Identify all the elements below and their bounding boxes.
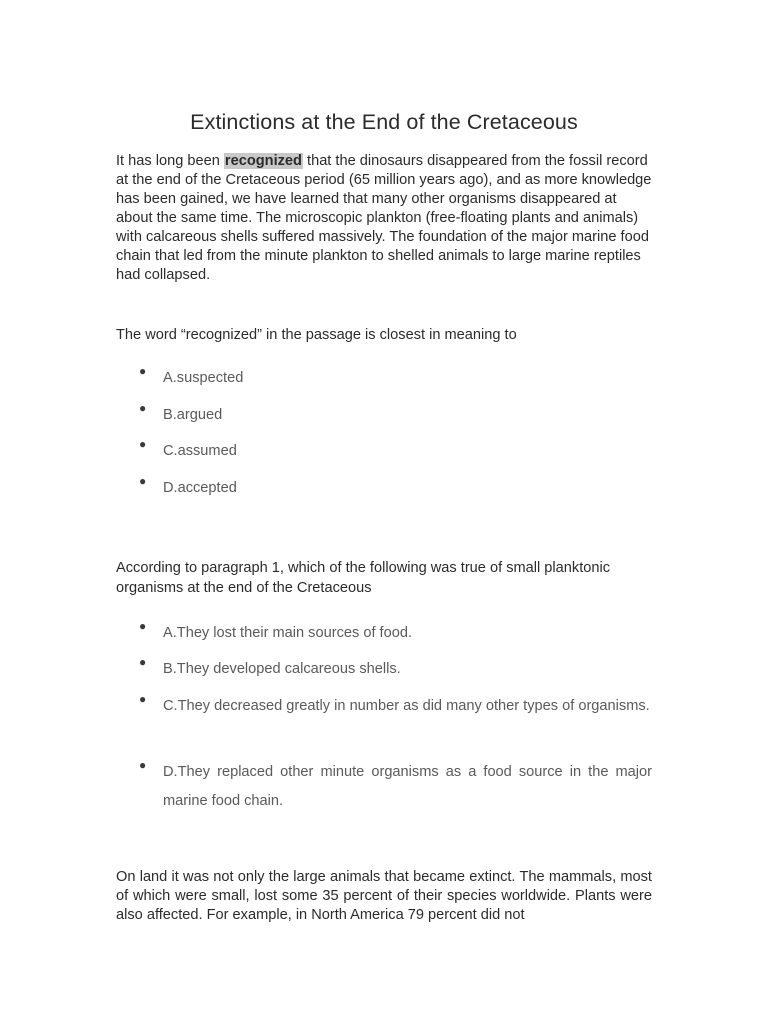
option-text: C.assumed bbox=[163, 443, 237, 459]
paragraph-1-body: that the dinosaurs disappeared from the fossil record at the end of the Cretaceous period (65 million years ago), and as more knowledge has been gained, we have learned that many other organisms disappeared at about the same time. The microscopic plankton (free-floating plants and animals) with calcareous shells suffered massively. The foundation of the major marine food chain that led from the minute plankton to shelled animals to large marine reptiles had collapsed. bbox=[116, 153, 652, 283]
option-text: C.They decreased greatly in number as did many other types of organisms. bbox=[163, 698, 650, 714]
question-2-prompt: According to paragraph 1, which of the following was true of small planktonic organisms at the end of the Cretaceous bbox=[116, 560, 611, 596]
option-text: A.They lost their main sources of food. bbox=[163, 625, 413, 641]
paragraph-2: On land it was not only the large animals that became extinct. The mammals, most of which were small, lost some 35 percent of their species worldwide. Plants were also affected. For example, in North America 79 percent did not bbox=[116, 869, 652, 923]
option-text: A.suspected bbox=[163, 370, 244, 386]
bullet-icon: ● bbox=[139, 758, 147, 772]
bullet-icon: ● bbox=[139, 619, 147, 633]
option-text: D.accepted bbox=[163, 480, 237, 496]
paragraph-1-intro: It has long been bbox=[116, 153, 224, 169]
option-text: B.argued bbox=[163, 407, 223, 423]
bullet-icon: ● bbox=[139, 364, 147, 378]
bullet-icon: ● bbox=[139, 692, 147, 706]
page-title: Extinctions at the End of the Cretaceous bbox=[190, 110, 578, 134]
option-text: B.They developed calcareous shells. bbox=[163, 661, 401, 677]
option-text: D.They replaced other minute organisms as a food source in the major marine food chain. bbox=[163, 764, 652, 809]
highlighted-word: recognized bbox=[224, 153, 302, 169]
bullet-icon: ● bbox=[139, 401, 147, 415]
bullet-icon: ● bbox=[139, 437, 147, 451]
bullet-icon: ● bbox=[139, 655, 147, 669]
bullet-icon: ● bbox=[139, 474, 147, 488]
paragraph-1 bbox=[116, 152, 652, 285]
question-1-prompt: The word “recognized” in the passage is closest in meaning to bbox=[116, 327, 517, 343]
